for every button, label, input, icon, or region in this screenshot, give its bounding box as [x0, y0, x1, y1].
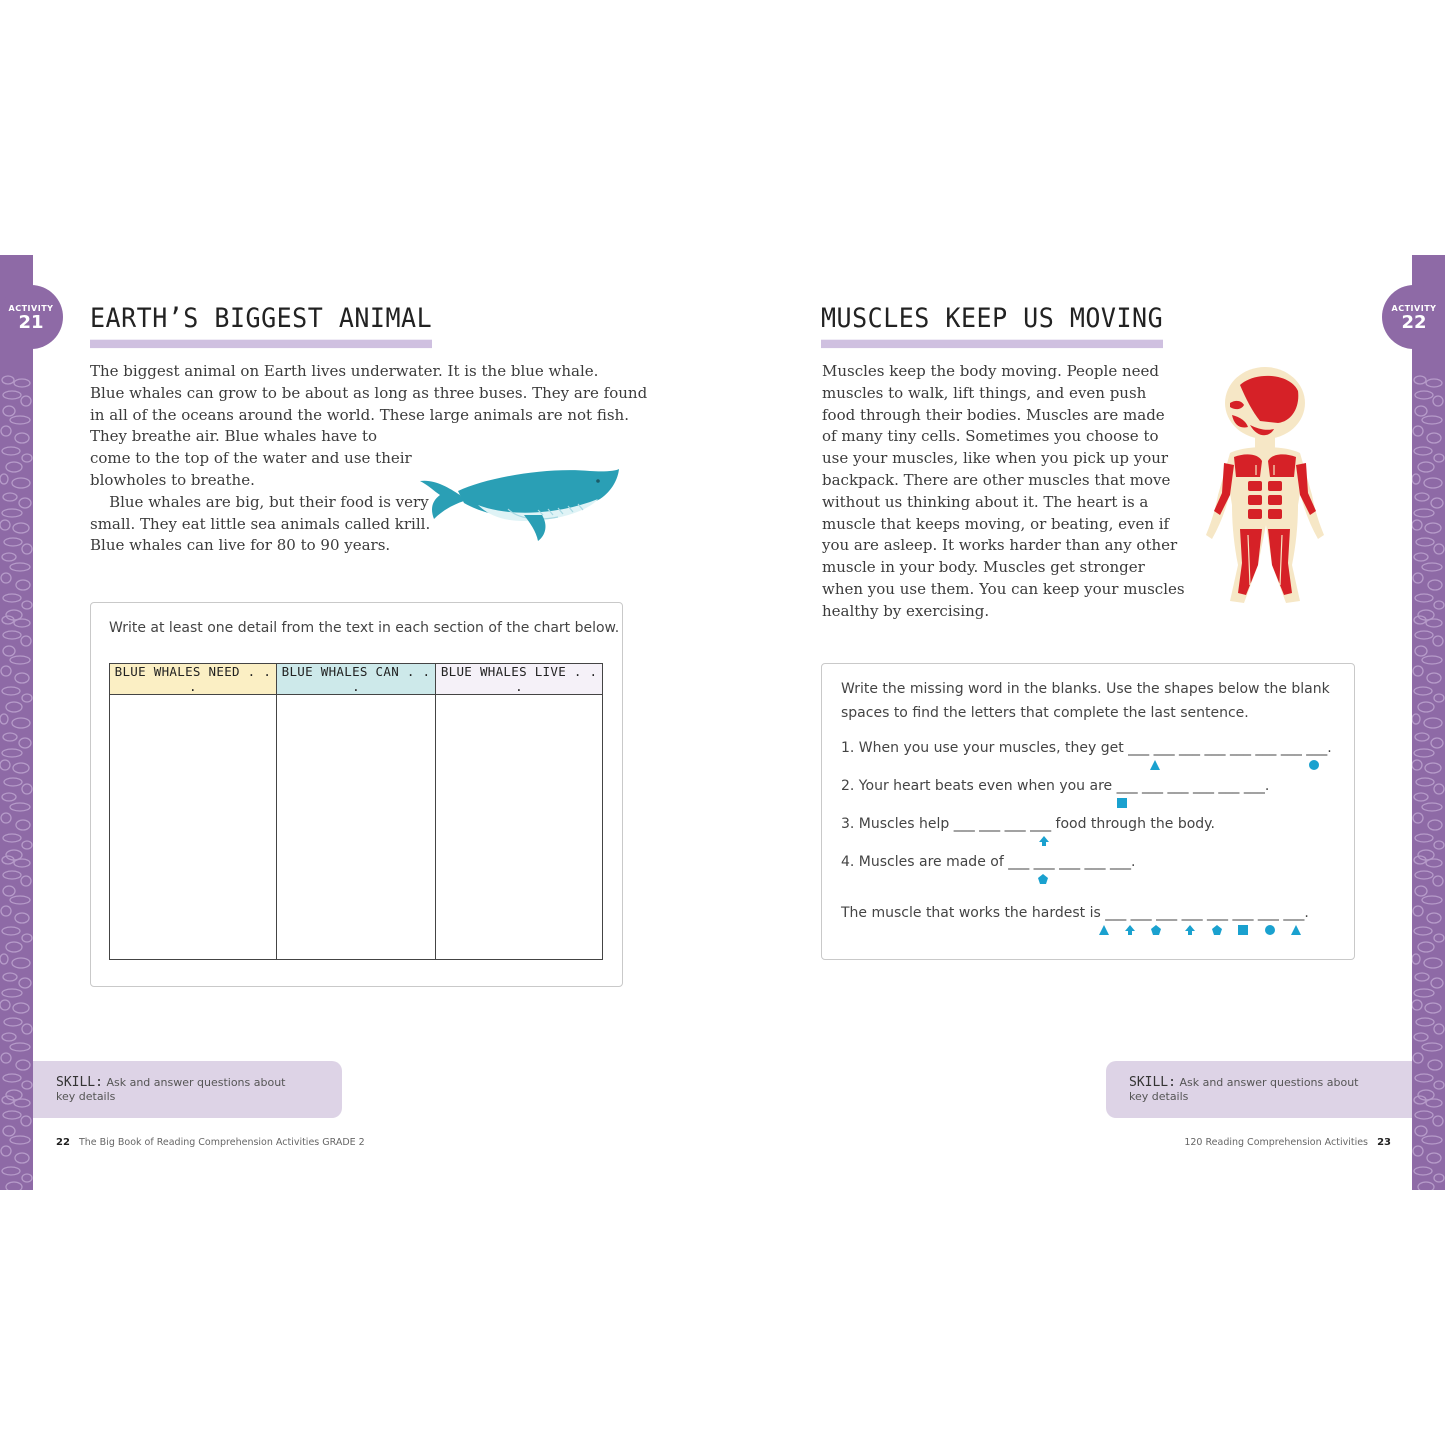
muscle-body-icon: [1200, 365, 1330, 610]
muscles-passage: [822, 361, 1185, 623]
pentagon-icon: [1037, 873, 1049, 885]
page-title-right: MUSCLES KEEP US MOVING: [821, 302, 1163, 348]
footer-text-right: 120 Reading Comprehension Activities: [1184, 1137, 1369, 1148]
passage-line: healthy by exercising.: [822, 601, 990, 620]
chart-header-live: BLUE WHALES LIVE . . .: [436, 664, 603, 695]
square-icon: [1116, 797, 1128, 809]
missing-word-box: [821, 663, 1355, 960]
details-chart: [109, 663, 603, 960]
triangle-icon: [1290, 924, 1302, 936]
passage-line: muscles to walk, lift things, and even push: [822, 383, 1147, 402]
activity-label: ACTIVITY: [1391, 304, 1437, 313]
footer-left: [56, 1137, 365, 1148]
passage-line: blowholes to breathe.: [90, 470, 255, 489]
passage-line: you are asleep. It works harder than any other: [822, 536, 1178, 555]
skill-text: Ask and answer questions about key details: [1129, 1076, 1359, 1103]
page-number-left: 22: [56, 1137, 70, 1148]
question-1-text: 1. When you use your muscles, they get: [841, 740, 1124, 756]
missing-word-instruction: Write the missing word in the blanks. Use the shapes below the blank spaces to find the letters that complete the last sentence.: [841, 681, 1330, 721]
chart-cell-can[interactable]: [276, 695, 435, 960]
passage-line: small. They eat little sea animals called krill.: [90, 514, 431, 533]
skill-label: SKILL:: [1129, 1075, 1176, 1090]
skill-box-left: [33, 1061, 342, 1118]
passage-line: of many tiny cells. Sometimes you choose to: [822, 427, 1159, 446]
skill-box-right: [1106, 1061, 1412, 1118]
question-4-text: 4. Muscles are made of: [841, 854, 1004, 870]
passage-line: Muscles keep the body moving. People need: [822, 362, 1159, 380]
final-sentence-text: The muscle that works the hardest is: [841, 905, 1101, 921]
book-spread: [0, 255, 1445, 1190]
passage-line: muscle that keeps moving, or beating, even if: [822, 514, 1170, 533]
right-decorative-strip: [1412, 255, 1445, 1190]
passage-line: Blue whales can live for 80 to 90 years.: [90, 536, 391, 555]
chart-cell-need[interactable]: [110, 695, 277, 960]
question-1: [841, 740, 1332, 756]
triangle-icon: [1149, 759, 1161, 771]
chart-header-need: BLUE WHALES NEED . . .: [110, 664, 277, 695]
chart-header-can: BLUE WHALES CAN . . .: [276, 664, 435, 695]
activity-badge-22: [1382, 285, 1445, 349]
footer-right: [1184, 1137, 1391, 1148]
arrow-up-icon: [1038, 835, 1050, 847]
triangle-icon: [1098, 924, 1110, 936]
footer-text-left: The Big Book of Reading Comprehension Activities GRADE 2: [78, 1137, 365, 1148]
question-3-blanks[interactable]: ___ ___ ___ ___: [953, 816, 1052, 832]
question-2: [841, 778, 1269, 794]
pentagon-icon: [1211, 924, 1223, 936]
page-number-right: 23: [1377, 1137, 1391, 1148]
passage-line: use your muscles, like when you pick up your: [822, 449, 1169, 468]
question-4: [841, 854, 1135, 870]
passage-line: muscle in your body. Muscles get stronger: [822, 558, 1145, 577]
square-icon: [1237, 924, 1249, 936]
activity-number: 22: [1401, 312, 1427, 333]
passage-line: without us thinking about it. The heart is a: [822, 492, 1149, 511]
final-sentence-blanks[interactable]: ___ ___ ___ ___ ___ ___ ___ ___.: [1105, 905, 1309, 921]
page-title-left: EARTH’S BIGGEST ANIMAL: [90, 302, 432, 348]
left-decorative-strip: [0, 255, 33, 1190]
passage-line: food through their bodies. Muscles are made: [822, 405, 1165, 424]
activity-badge-21: [0, 285, 63, 349]
question-3: [841, 816, 1215, 832]
question-3-text: 3. Muscles help: [841, 816, 950, 832]
question-2-blanks[interactable]: ___ ___ ___ ___ ___ ___.: [1116, 778, 1270, 794]
arrow-up-icon: [1184, 924, 1196, 936]
activity-label: ACTIVITY: [8, 304, 54, 313]
passage-line: backpack. There are other muscles that move: [822, 470, 1171, 489]
passage-line: Blue whales are big, but their food is very: [90, 492, 429, 511]
circle-icon: [1308, 759, 1320, 771]
passage-line: They breathe air. Blue whales have to: [90, 427, 377, 446]
passage-line: Blue whales can grow to be about as long as three buses. They are found: [90, 383, 648, 402]
chart-cell-live[interactable]: [436, 695, 603, 960]
question-1-blanks[interactable]: ___ ___ ___ ___ ___ ___ ___ ___.: [1128, 740, 1332, 756]
passage-line: in all of the oceans around the world. These large animals are not fish.: [90, 405, 629, 424]
chart-box: [90, 602, 623, 987]
circle-icon: [1264, 924, 1276, 936]
passage-line: The biggest animal on Earth lives underwater. It is the blue whale.: [90, 362, 599, 380]
passage-line: when you use them. You can keep your muscles: [822, 579, 1185, 598]
skill-label: SKILL:: [56, 1075, 103, 1090]
question-2-text: 2. Your heart beats even when you are: [841, 778, 1113, 794]
passage-line: come to the top of the water and use their: [90, 449, 412, 468]
arrow-up-icon: [1124, 924, 1136, 936]
final-sentence: [841, 905, 1309, 921]
chart-instruction: Write at least one detail from the text in each section of the chart below.: [109, 620, 620, 636]
skill-text: Ask and answer questions about key details: [56, 1076, 286, 1103]
blue-whale-icon: [418, 465, 622, 545]
pentagon-icon: [1150, 924, 1162, 936]
activity-number: 21: [18, 312, 44, 333]
question-3-after: food through the body.: [1055, 816, 1215, 832]
question-4-blanks[interactable]: ___ ___ ___ ___ ___.: [1008, 854, 1136, 870]
